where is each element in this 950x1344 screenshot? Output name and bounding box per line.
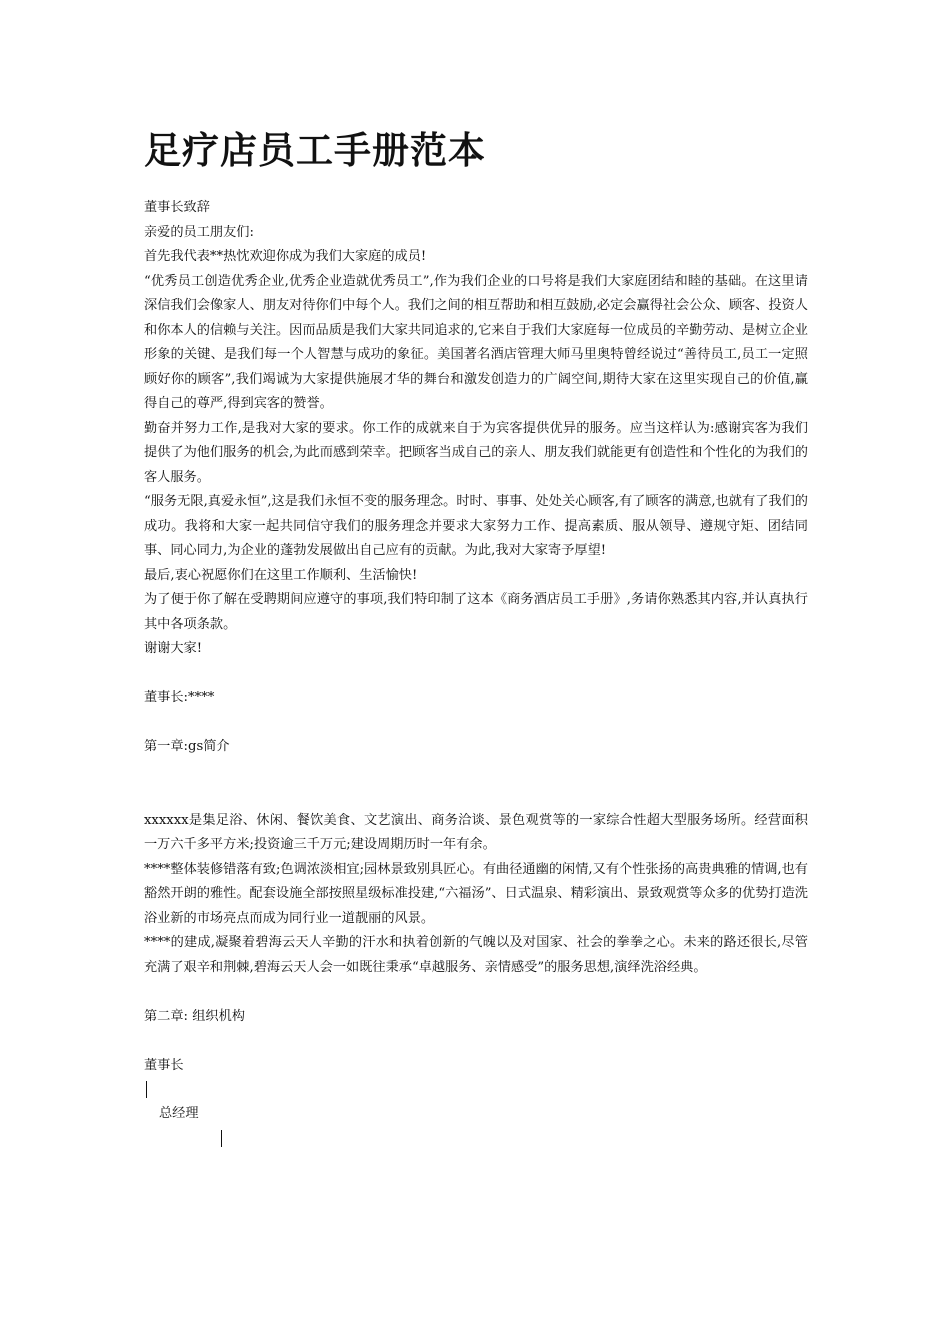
org-chart-chairman: 董事长 (144, 1057, 184, 1073)
spacer (144, 1029, 808, 1054)
paragraph-thanks: 谢谢大家! (144, 641, 203, 656)
chapter1-paragraph-vision: ****的建成,凝聚着碧海云天人辛勤的汗水和执着创新的气魄以及对国家、社会的拳拳之心。未来的路还很长,尽管充满了艰辛和荆棘,碧海云天人会一如既往秉承“卓越服务、亲情感受”的服务思想,演绎洗浴经典。 (144, 935, 808, 975)
org-chart-connector (221, 1130, 222, 1147)
spacer (144, 980, 808, 1005)
paragraph-motto: “优秀员工创造优秀企业,优秀企业造就优秀员工”,作为我们企业的口号将是我们大家庭团结和睦的基础。在这里请深信我们会像家人、朋友对待你们中每个人。我们之间的相互帮助和相互鼓励,必定会赢得社会公众、顾客、投资人和你本人的信赖与关注。因而品质是我们大家共同追求的,它来自于我们大家庭每一位成员的辛勤劳动、是树立企业形象的关键、是我们每一个人智慧与成功的象征。美国著名酒店管理大师马里奥特曾经说过“善待员工,员工一定照顾好你的顾客”,我们竭诚为大家提供施展才华的舞台和激发创造力的广阔空间,期待大家在这里实现自己的价值,赢得自己的尊严,得到宾客的赞誉。 (144, 273, 808, 411)
chapter1-heading: 第一章:gs简介 (144, 739, 230, 754)
chapter1-paragraph-overview: xxxxxx是集足浴、休闲、餐饮美食、文艺演出、商务洽谈、景色观赏等的一家综合性超大型服务场所。经营面积一万六千多平方米;投资逾三千万元;建设周期历时一年有余。 (144, 812, 808, 852)
chapter1-paragraph-decor: ****整体装修错落有致;色调浓淡相宜;园林景致别具匠心。有曲径通幽的闲情,又有个性张扬的高贵典雅的情调,也有豁然开朗的雅性。配套设施全部按照星级标准投建,“六福汤”、日式温泉、精彩演出、景致观赏等众多的优势打造洗浴业新的市场亮点而成为同行业一道靓丽的风景。 (144, 861, 808, 926)
document-title: 足疗店员工手册范本 (144, 128, 486, 172)
paragraph-wishes: 最后,衷心祝愿你们在这里工作顺利、生活愉快! (144, 567, 418, 583)
paragraph-handbook-note: 为了便于你了解在受聘期间应遵守的事项,我们特印制了这本《商务酒店员工手册》,务请你熟悉其内容,并认真执行其中各项条款。 (144, 592, 808, 632)
paragraph-welcome: 首先我代表**热忱欢迎你成为我们大家庭的成员! (144, 249, 427, 264)
salutation: 亲爱的员工朋友们: (144, 224, 254, 240)
document-body (144, 196, 808, 1151)
spacer (144, 760, 808, 809)
signature: 董事长:**** (144, 690, 215, 705)
org-chart-connector (146, 1081, 147, 1098)
paragraph-diligence: 勤奋并努力工作,是我对大家的要求。你工作的成就来自于为宾客提供优异的服务。应当这样认为:感谢宾客为我们提供了为他们服务的机会,为此而感到荣幸。把顾客当成自己的亲人、朋友我们就能更有创造性和个性化的为我们的客人服务。 (144, 420, 808, 485)
org-chart-general-manager: 总经理 (159, 1106, 199, 1121)
spacer (144, 662, 808, 687)
org-chart (144, 1054, 808, 1147)
paragraph-service-philosophy: “服务无限,真爱永恒”,这是我们永恒不变的服务理念。时时、事事、处处关心顾客,有了顾客的满意,也就有了我们的成功。我将和大家一起共同信守我们的服务理念并要求大家努力工作、提高素质、服从领导、遵规守矩、团结同事、同心同力,为企业的蓬勃发展做出自己应有的贡献。为此,我对大家寄予厚望! (144, 494, 808, 558)
greeting-heading: 董事长致辞 (144, 200, 210, 215)
chapter2-heading: 第二章: 组织机构 (144, 1008, 245, 1024)
spacer (144, 711, 808, 736)
